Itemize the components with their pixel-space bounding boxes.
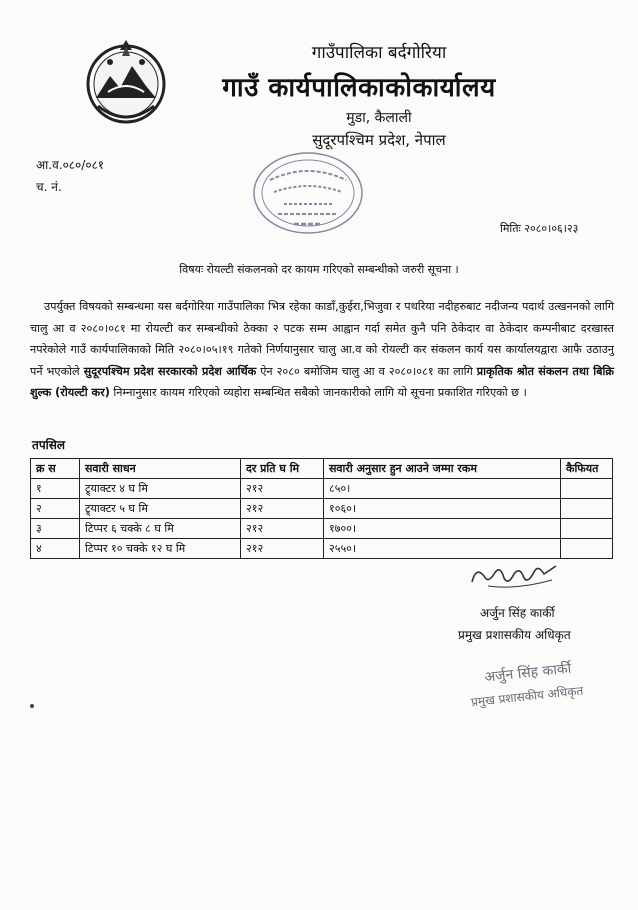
schedule-heading: तपसिल [32, 438, 66, 452]
table-cell: २१२ [241, 519, 324, 539]
table-cell: ट्र्याक्टर ४ घ मि [80, 479, 241, 499]
table-row [31, 479, 613, 499]
notice-body [30, 296, 614, 404]
column-header: सवारी साधन [80, 459, 241, 479]
table-cell [561, 479, 613, 499]
signer-name: अर्जुन सिंह कार्की [480, 606, 555, 620]
table-row [31, 539, 613, 559]
body-part-2: ऐन २०८० बमोजिम चालु आ व २०८०।०८१ का लागि [256, 364, 477, 378]
officer-name-stamp [467, 651, 613, 725]
table-cell: १७००। [324, 519, 561, 539]
table-cell [561, 539, 613, 559]
column-header: सवारी अनुसार हुन आउने जम्मा रकम [324, 459, 561, 479]
notice-subject: विषयः रोयल्टी संकलनको दर कायम गरिएको सम्बन्धीको जरुरी सूचना । [179, 263, 459, 276]
fiscal-year: आ.व.०८०/०८१ [36, 158, 105, 172]
table-cell: १ [31, 479, 80, 499]
column-header: कैफियत [561, 459, 613, 479]
handwritten-signature [466, 560, 562, 590]
office-title: गाउँ कार्यपालिकाकोकार्यालय [222, 73, 496, 103]
table-cell [561, 519, 613, 539]
table-cell: ३ [31, 519, 80, 539]
body-bold-1: सुदूरपश्चिम प्रदेश सरकारको प्रदेश आर्थिक [83, 364, 257, 378]
table-cell: टिप्पर १० चक्के १२ घ मि [80, 539, 241, 559]
table-cell: १०६०। [324, 499, 561, 519]
office-address: मुडा, कैलाली [346, 110, 412, 126]
office-seal-stamp [250, 150, 366, 236]
chalan-number: च. नं. [36, 180, 62, 194]
table-cell: ८५०। [324, 479, 561, 499]
table-cell: २५५०। [324, 539, 561, 559]
table-row [31, 499, 613, 519]
table-cell: टिप्पर ६ चक्के ८ घ मि [80, 519, 241, 539]
stamp-officer-name: अर्जुन सिंह कार्की [483, 660, 573, 686]
table-cell: २१२ [241, 479, 324, 499]
column-header: क्र स [31, 459, 80, 479]
table-cell: २१२ [241, 499, 324, 519]
table-header-row [31, 459, 613, 479]
signer-title: प्रमुख प्रशासकीय अधिकृत [458, 628, 571, 642]
stamp-officer-title: प्रमुख प्रशासकीय अधिकृत [470, 683, 584, 710]
column-header: दर प्रति घ मि [241, 459, 324, 479]
royalty-rate-table [30, 458, 613, 559]
notice-date: मितिः २०८०।०६।२३ [500, 222, 579, 235]
table-cell: ट्र्याक्टर ५ घ मि [80, 499, 241, 519]
province-line: सुदूरपश्चिम प्रदेश, नेपाल [312, 131, 446, 149]
table-cell: २१२ [241, 539, 324, 559]
body-part-3: निम्नानुसार कायम गरिएको व्यहोरा सम्बन्धित सबैको जानकारीको लागि यो सूचना प्रकाशित गरिएको छ । [109, 386, 527, 399]
table-cell: ४ [31, 539, 80, 559]
body-part-1: उपर्युक्त विषयको सम्बन्धमा यस बर्दगोरिया गाउँपालिका भित्र रहेका काडाँ,कुईरा,भिजुवा र पथरिया नदीहरुबाट नदीजन्य पदार्थ उत्खननको लागि चालु आ व २०८०।०८१ मा रोयल्टी कर सम्बन्धीको ठेक्का २ पटक सम्म आह्वान गर्दा समेत कुनै पनि ठेकेदार वा ठेकेदार कम्पनीबाट दरखास्त नपरेकोले गाउँ कार्यपालिकाको मिति २०८०।०५।१९ गतेको निर्णयानुसार चालु आ.व को रोयल्टी कर संकलन कार्य यस कार्यालयद्वारा आफै उठाउनु पर्ने भएकोले [30, 300, 614, 378]
table-row [31, 519, 613, 539]
table-cell: २ [31, 499, 80, 519]
municipality-name: गाउँपालिका बर्दगोरिया [311, 43, 447, 63]
table-cell [561, 499, 613, 519]
ink-dot [30, 704, 34, 708]
body-bold-2: प्राकृतिक श्रोत संकलन तथा बिक्रि शुल्क (रोयल्टी कर) [30, 364, 614, 399]
